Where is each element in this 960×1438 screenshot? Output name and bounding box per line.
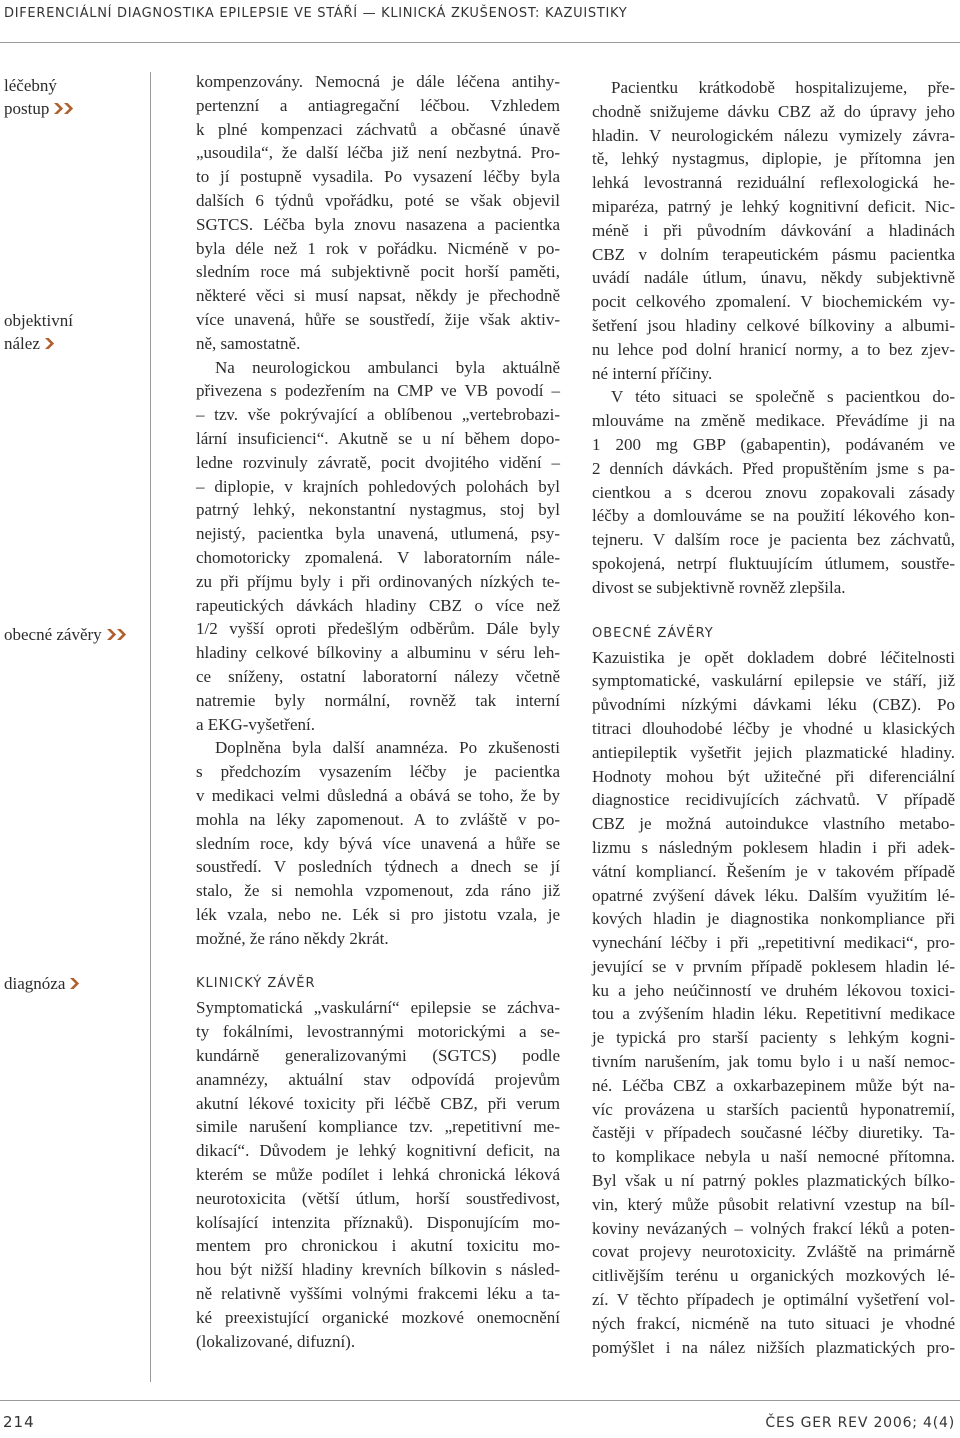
text-line: nejistý, pacientka byla unavená, utlumená, psy- (196, 524, 560, 544)
text-line: ledne rozvinuly závratě, pocit dvojitého vidění – (196, 452, 560, 472)
text-line: více unavená, hůře se soustředí, žije však aktiv- (196, 309, 560, 329)
text-line: s předchozím vysazením léčby je pacientka (196, 762, 560, 782)
footer-rule (0, 1400, 960, 1401)
text-line: ké preexistující organické mozkové onemocnění (196, 1307, 560, 1327)
text-line: opatrné zvýšení dávek léku. Dalším využitím lé- (592, 885, 955, 905)
text-line: víc provázena u starších pacientů hyponatremií, (592, 1099, 955, 1119)
text-line: titraci dlouhodobé léčby je vhodné u klasických (592, 718, 955, 738)
text-line: pocit celkového zpomalení. V biochemickém vy- (592, 292, 955, 312)
section-heading: KLINICKÝ ZÁVĚR (196, 976, 316, 992)
text-line: né. Léčba CBZ a oxkarbazepinem může být na- (592, 1075, 955, 1095)
text-line: tou a zvýšením hladin léku. Repetitivní medikace (592, 1004, 955, 1024)
text-line: kundárně generalizovanými (SGTCS) podle (196, 1046, 560, 1066)
text-line: je typická pro starší pacienty s lehkým kogni- (592, 1028, 955, 1048)
text-line: lární insuficienci“. Akutně se u ní během dopo- (196, 428, 560, 448)
paragraph (196, 736, 560, 950)
text-line: lizmu s následným poklesem hladin i při adek- (592, 837, 955, 857)
text-line: „usoudila“, že další léčba již není nezbytná. Pro- (196, 143, 560, 163)
sidebar-label-text: diagnóza (4, 974, 66, 993)
text-line: jevující se v prvním případě poklesem hladin lé- (592, 956, 955, 976)
text-line: k plné kompenzaci záchvatů a občasné únavě (196, 119, 560, 139)
text-line: CBZ je možná autoindukce vlastního metabo- (592, 814, 955, 834)
text-line: mlouváme na změně medikace. Převádíme ji na (592, 411, 955, 431)
journal-citation: ČES GER REV 2006; 4(4) (765, 1415, 955, 1431)
paragraph (196, 356, 560, 737)
text-line: hladin. V neurologickém nálezu vymizely závra- (592, 125, 955, 145)
text-line: sledním roce, kdy bývá více unavená a hůře se (196, 833, 560, 853)
text-line: stalo, že si nemohla vzpomenout, zda ráno již (196, 881, 560, 901)
double-chevron-icon (54, 103, 74, 114)
text-line: cientkou a s dcerou znovu zopakovali zásady (592, 482, 955, 502)
text-line: koviny nevázaných – volných frakcí léků a poten- (592, 1218, 955, 1238)
text-line: – diplopie, v krajních pohledových polohách byl (196, 476, 560, 496)
text-line: dikací“. Důvodem je lehký kognitivní deficit, na (196, 1141, 560, 1161)
text-line: diagnostice recidivujících záchvatů. V případě (592, 790, 955, 810)
text-line: pomýšlet i na nález nižších plazmatických pro- (592, 1337, 955, 1357)
text-line: Kazuistika je opět dokladem dobré léčitelnosti (592, 647, 955, 667)
text-line: zu při příjmu byly i při ordinovaných nízkých te- (196, 571, 560, 591)
text-line: neurotoxicita (větší útlum, horší soustředivost, (196, 1188, 560, 1208)
text-line: ty fokálními, levostrannými motorickými a se- (196, 1022, 560, 1042)
text-line: ku a jeho neúčinností ve druhém lékovou toxici- (592, 980, 955, 1000)
paragraph (592, 646, 955, 1360)
sidebar-label-line (4, 972, 80, 995)
text-line: kterém se může podílet i lehká chronická léková (196, 1165, 560, 1185)
double-chevron-icon (107, 629, 127, 640)
text-line: kompenzovány. Nemocná je dále léčena antihy- (196, 72, 560, 91)
text-line: méně i při původním dávkování a hladinách (592, 220, 955, 240)
text-line: SGTCS. Léčba byla znovu nasazena a pacientka (196, 214, 560, 234)
text-line: mohla na léky zapomenout. A to zvláště v po- (196, 809, 560, 829)
text-line: častěji v případech současné léčby diuretiky. Ta- (592, 1123, 955, 1143)
text-line: divost se subjektivně rovněž zlepšila. (592, 577, 846, 597)
text-line: natremie byly normální, rovněž tak interní (196, 690, 560, 710)
text-line: anamnézy, aktuální stav odpovídá projevům (196, 1069, 560, 1089)
sidebar-label-diagnosis (4, 972, 80, 995)
text-column-middle (196, 70, 560, 1353)
text-line: akutní lékové toxicity při léčbě CBZ, při verum (196, 1093, 560, 1113)
text-line: tejneru. V dalším roce je pacienta bez záchvatů, (592, 530, 955, 550)
text-line: kolísající intenzita příznaků). Disponujícím mo- (196, 1212, 560, 1232)
text-line: 1 200 mg GBP (gabapentin), podávaném ve (592, 434, 955, 454)
sidebar-label-treatment (4, 74, 74, 120)
text-line: to komplikace nebyla u naší nemocné přítomna. (592, 1147, 955, 1167)
chevron-icon (45, 338, 55, 349)
sidebar-label-text: postup (4, 99, 50, 118)
text-line: kových hladin je diagnostika nonkompliance při (592, 909, 955, 929)
text-line: vin, který může působit relativní vzestup na bíl- (592, 1194, 955, 1214)
sidebar-label-line (4, 97, 74, 120)
paragraph (592, 385, 955, 599)
running-head: DIFERENCIÁLNÍ DIAGNOSTIKA EPILEPSIE VE STÁŘÍ — KLINICKÁ ZKUŠENOST: KAZUISTIKY (4, 6, 628, 21)
text-column-right (592, 76, 955, 1359)
page-number: 214 (3, 1413, 35, 1431)
text-line: pertenzní a antiagregační léčbou. Vzhledem (196, 95, 560, 115)
text-line: vynechání léčby i při „repetitivní medikaci“, pro- (592, 933, 955, 953)
text-line: antiepileptik vyšetřit jejich plazmatické hladiny. (592, 742, 955, 762)
text-line: CBZ v dolním terapeutickém pásmu pacientka (592, 244, 955, 264)
text-line: ných frakcí, nicméně na tuto situaci je vhodné (592, 1313, 955, 1333)
text-line: covat projevy neurotoxicity. Zvláště na primárně (592, 1242, 955, 1262)
text-line: chodně snižujeme dávku CBZ až do úpravy jeho (592, 101, 955, 121)
text-line: né interní příčiny. (592, 363, 713, 383)
text-line: Na neurologickou ambulanci byla aktuálně (215, 357, 560, 377)
text-line: tivním narušením, jak tomu bylo i u naší nemoc- (592, 1052, 955, 1072)
text-line: nu lehce pod dolní hranicí normy, a to bez zjev- (592, 339, 955, 359)
text-line: některé věci si musí napsat, někdy je přechodně (196, 286, 560, 306)
chevron-icon (70, 978, 80, 989)
paragraph (196, 70, 560, 356)
text-line: Pacientku krátkodobě hospitalizujeme, pře- (611, 78, 955, 97)
text-line: V této situaci se společně s pacientkou do- (611, 387, 955, 407)
sidebar-label-conclusions (4, 623, 127, 646)
text-line: soustředí. V posledních týdnech a dnech se jí (196, 857, 560, 877)
paragraph (196, 996, 560, 1353)
text-line: rapeutických dávkách hladiny CBZ o více než (196, 595, 560, 615)
section-heading: OBECNÉ ZÁVĚRY (592, 625, 714, 641)
text-line: hou být nižší hladiny krevních bílkovin s násled- (196, 1260, 560, 1280)
text-line: šetření jsou hladiny celkové bílkoviny a albumi- (592, 315, 955, 335)
text-line: dalších 6 týdnů vpořádku, poté se však objevil (196, 190, 560, 210)
text-line: sledním roce má subjektivně pocit horší paměti, (196, 262, 560, 282)
text-line: ce sníženy, ostatní laboratorní nálezy včetně (196, 666, 560, 686)
text-line: Symptomatická „vaskulární“ epilepsie se záchva- (196, 998, 560, 1018)
text-line: simile narušení kompliance tzv. „repetitivní me- (196, 1117, 560, 1137)
text-line: patrný lehký, nekonstantní nystagmus, stoj byl (196, 500, 560, 520)
paragraph (592, 76, 955, 385)
text-line: chomotoricky zpomalená. V laboratorním nále- (196, 547, 560, 567)
text-line: hladiny celkové bílkoviny a albuminu v séru leh- (196, 643, 560, 663)
sidebar-label-line (4, 623, 127, 646)
text-line: možné, že ráno někdy 2krát. (196, 928, 389, 948)
sidebar-label-text: nález (4, 334, 40, 353)
text-line: původními nízkými dávkami léku (CBZ). Po (592, 695, 955, 715)
text-line: – tzv. vše pokrývající a oblíbenou „vertebrobazi- (196, 405, 560, 425)
text-line: tě, lehký nystagmus, diplopie, je přítomna jen (592, 149, 955, 169)
sidebar-label-findings (4, 309, 73, 355)
sidebar-label-line: objektivní (4, 311, 73, 330)
text-line: a EKG-vyšetření. (196, 714, 315, 734)
text-line: ně relativně vyššími volnými frakcemi léku a ta- (196, 1284, 560, 1304)
text-line: v medikaci velmi důsledná a obává se toho, že by (196, 785, 560, 805)
sidebar-label-line: léčebný (4, 76, 57, 95)
text-line: Doplněna byla další anamnéza. Po zkušenosti (215, 738, 560, 758)
text-line: citlivějším terénu u organických mozkových lé- (592, 1266, 955, 1286)
text-line: zí. V těchto případech je optimální vyšetření vol- (592, 1290, 955, 1310)
text-line: Hodnoty mohou být užitečné při diferenciální (592, 766, 955, 786)
sidebar-label-line (4, 332, 73, 355)
text-line: lehká levostranná reziduální reflexologická he- (592, 173, 955, 193)
text-line: (lokalizované, difuzní). (196, 1331, 356, 1351)
text-line: uvádí nadále útlum, únavu, někdy subjektivně (592, 268, 955, 288)
text-line: byla déle než 1 rok v pořádku. Nicméně v po- (196, 238, 560, 258)
text-line: vátní kompliancí. Řešením je v takovém případě (592, 861, 955, 881)
text-line: to jí postupně vysadila. Po vysazení léčby byla (196, 167, 560, 187)
sidebar-label-text: obecné závěry (4, 625, 102, 644)
text-line: ně, samostatně. (196, 333, 301, 353)
text-line: 2 denních dávkách. Před propuštěním jsme s pa- (592, 458, 955, 478)
text-line: přivezena s podezřením na CMP ve VB povodí – (196, 381, 560, 401)
text-line: 1/2 vyšší oproti předešlým odběrům. Dále byly (196, 619, 560, 639)
header-rule (0, 42, 960, 43)
text-line: symptomatické, vaskulární epilepsie ve stáří, již (592, 671, 955, 691)
text-line: spokojená, netrpí fluktuujícím útlumem, soustře- (592, 553, 955, 573)
text-line: lék vzala, nebo ne. Lék si pro jistotu vzala, je (196, 904, 560, 924)
sidebar-divider (150, 72, 151, 1382)
text-line: Byl však u ní patrný pokles plazmatických bílko- (592, 1171, 955, 1191)
text-line: mentem pro chronickou i akutní toxicitu mo- (196, 1236, 560, 1256)
text-line: miparéza, patrný je lehký kognitivní deficit. Nic- (592, 196, 955, 216)
text-line: léčby a domlouváme se na použití lékového kon- (592, 506, 955, 526)
